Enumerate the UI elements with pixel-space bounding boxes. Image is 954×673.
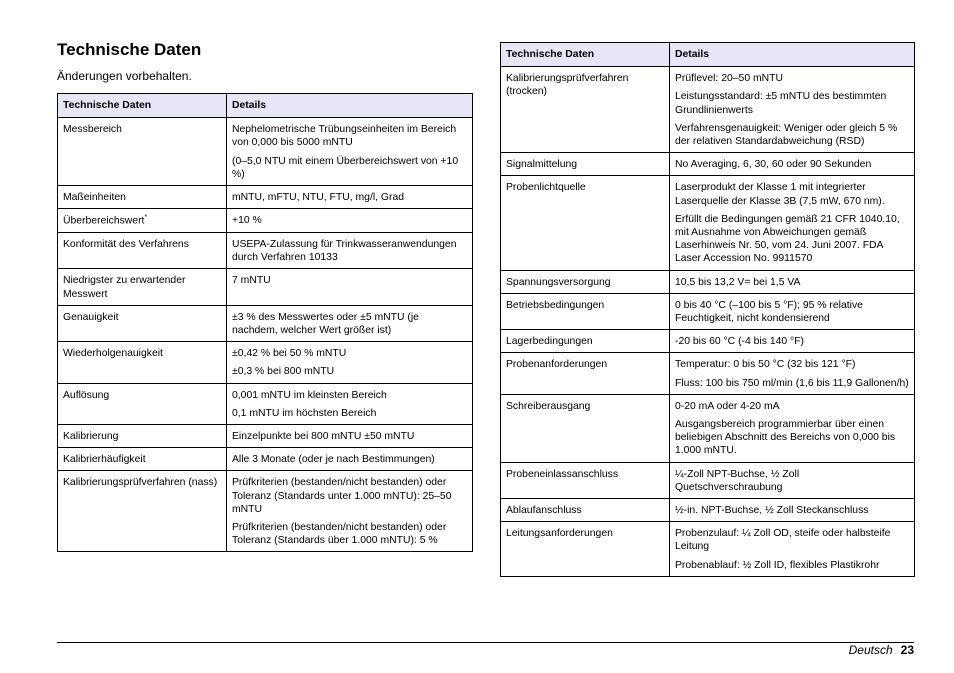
- spec-detail-text: USEPA-Zulassung für Trinkwasseranwendungen durch Verfahren 10133: [232, 238, 457, 264]
- spec-details-cell: [227, 186, 473, 209]
- table-row: [58, 186, 473, 209]
- spec-detail-text: Erfüllt die Bedingungen gemäß 21 CFR 1040.10, mit Ausnahme von Abweichungen gemäß Laserhinweis Nr. 50, vom 24. Juni 2007. FDA Laser Accession No. 9911570: [675, 213, 900, 265]
- spec-label: Wiederholgenauigkeit: [63, 348, 163, 360]
- column-header-spec: Technische Daten: [58, 94, 227, 118]
- spec-label-cell: [501, 176, 670, 270]
- spec-label-cell: [501, 499, 670, 522]
- spec-detail-text: ±0,42 % bei 50 % mNTU: [232, 348, 347, 360]
- spec-label-cell: [58, 305, 227, 341]
- spec-details-cell: [670, 522, 915, 577]
- spec-detail-text: mNTU, mFTU, NTU, FTU, mg/l, Grad: [232, 192, 405, 204]
- column-header-spec: Technische Daten: [501, 43, 670, 67]
- spec-details-cell: [227, 118, 473, 186]
- table-row: [501, 394, 915, 462]
- table-row: [58, 118, 473, 186]
- spec-details-cell: [670, 462, 915, 498]
- spec-details-cell: [670, 67, 915, 153]
- spec-detail-text: (0–5,0 NTU mit einem Überbereichswert von +10 %): [232, 155, 459, 180]
- spec-label: Auflösung: [63, 389, 110, 401]
- spec-label: Kalibrierung: [63, 430, 119, 442]
- spec-label-cell: [58, 232, 227, 268]
- table-row: [58, 383, 473, 424]
- page-number: 23: [900, 643, 914, 657]
- spec-label-cell: [501, 462, 670, 498]
- table-row: [501, 353, 915, 394]
- spec-detail-text: 0,001 mNTU im kleinsten Bereich: [232, 389, 387, 401]
- spec-details-cell: [227, 209, 473, 233]
- table-row: [501, 67, 915, 153]
- spec-detail-text: No Averaging, 6, 30, 60 oder 90 Sekunden: [675, 159, 872, 171]
- table-row: [501, 522, 915, 577]
- spec-detail-text: Fluss: 100 bis 750 ml/min (1,6 bis 11,9 Gallonen/h): [675, 377, 909, 389]
- spec-label-cell: [58, 342, 227, 383]
- spec-detail-text: ½-in. NPT-Buchse, ½ Zoll Steckanschluss: [675, 505, 869, 517]
- spec-label: Spannungsversorgung: [506, 276, 611, 288]
- spec-detail-text: ±0,3 % bei 800 mNTU: [232, 366, 335, 378]
- spec-detail-text: -20 bis 60 °C (-4 bis 140 °F): [675, 336, 805, 348]
- table-row: [58, 269, 473, 305]
- spec-label: Konformität des Verfahrens: [63, 238, 189, 250]
- table-row: [58, 448, 473, 471]
- spec-details-cell: [227, 269, 473, 305]
- spec-details-cell: [670, 499, 915, 522]
- spec-details-cell: [227, 232, 473, 268]
- page-title: Technische Daten: [57, 40, 202, 59]
- spec-label: Niedrigster zu erwartender Messwert: [63, 275, 186, 300]
- spec-label-cell: [501, 293, 670, 329]
- spec-label-cell: [58, 269, 227, 305]
- spec-detail-text: Temperatur: 0 bis 50 °C (32 bis 121 °F): [675, 359, 856, 371]
- table-row: [501, 293, 915, 329]
- spec-detail-text: Laserprodukt der Klasse 1 mit integrierter Laserquelle der Klasse 3B (7,5 mW, 670 nm).: [675, 182, 885, 207]
- spec-detail-text: Einzelpunkte bei 800 mNTU ±50 mNTU: [232, 430, 415, 442]
- spec-label-cell: [501, 270, 670, 293]
- spec-label: Überbereichswert: [63, 215, 145, 227]
- spec-label-cell: [501, 153, 670, 176]
- table-row: [501, 153, 915, 176]
- spec-label-cell: [501, 67, 670, 153]
- spec-label-cell: [58, 209, 227, 233]
- table-header-row: [58, 94, 473, 118]
- spec-label: Leitungsanforderungen: [506, 528, 613, 540]
- spec-label: Messbereich: [63, 124, 122, 136]
- spec-label-cell: [58, 118, 227, 186]
- spec-details-cell: [670, 330, 915, 353]
- spec-label-cell: [501, 522, 670, 577]
- spec-label: Betriebsbedingungen: [506, 299, 605, 311]
- spec-detail-text: Prüfkriterien (bestanden/nicht bestanden) oder Toleranz (Standards über 1.000 mNTU): 5 %: [232, 521, 447, 547]
- spec-detail-text: Alle 3 Monate (oder je nach Bestimmungen): [232, 454, 435, 466]
- spec-detail-text: Prüflevel: 20–50 mNTU: [675, 73, 783, 85]
- spec-details-cell: [227, 383, 473, 424]
- footer-divider: [57, 642, 914, 643]
- spec-detail-text: 10,5 bis 13,2 V= bei 1,5 VA: [675, 276, 801, 288]
- column-header-details: Details: [670, 43, 915, 67]
- spec-detail-text: +10 %: [232, 215, 262, 227]
- spec-detail-text: Leistungsstandard: ±5 mNTU des bestimmten Grundlinienwerts: [675, 91, 887, 116]
- table-row: [501, 270, 915, 293]
- table-row: [501, 330, 915, 353]
- spec-detail-text: Ausgangsbereich programmierbar über einen beliebigen Abschnitt des Bereichs von 0,000 bis 1.000 mNTU.: [675, 419, 896, 457]
- spec-label-cell: [58, 186, 227, 209]
- spec-detail-text: ¼-Zoll NPT-Buchse, ½ Zoll Quetschverschraubung: [675, 468, 800, 493]
- spec-detail-text: Nephelometrische Trübungseinheiten im Bereich von 0,000 bis 5000 mNTU: [232, 124, 457, 149]
- spec-details-cell: [670, 270, 915, 293]
- spec-details-cell: [227, 471, 473, 552]
- table-row: [501, 176, 915, 270]
- spec-label: Probenanforderungen: [506, 359, 608, 371]
- spec-details-cell: [227, 448, 473, 471]
- spec-table-left: [57, 93, 473, 552]
- column-header-details: Details: [227, 94, 473, 118]
- spec-label: Kalibrierhäufigkeit: [63, 454, 146, 466]
- spec-label: Kalibrierungsprüfverfahren (nass): [63, 477, 218, 489]
- table-header-row: [501, 43, 915, 67]
- page-footer: [849, 643, 914, 657]
- spec-label: Probeneinlassanschluss: [506, 468, 619, 480]
- footnote-marker: *: [144, 214, 148, 222]
- spec-label: Ablaufanschluss: [506, 505, 582, 517]
- spec-details-cell: [670, 176, 915, 270]
- spec-label: Lagerbedingungen: [506, 336, 593, 348]
- table-row: [58, 305, 473, 341]
- spec-label-cell: [501, 353, 670, 394]
- footer-language: Deutsch: [848, 643, 893, 657]
- spec-details-cell: [227, 305, 473, 341]
- spec-label: Schreiberausgang: [506, 400, 591, 412]
- spec-label-cell: [501, 394, 670, 462]
- spec-label: Probenlichtquelle: [506, 182, 586, 194]
- spec-label-cell: [501, 330, 670, 353]
- spec-detail-text: Verfahrensgenauigkeit: Weniger oder gleich 5 % der relativen Standardabweichung (RSD): [675, 122, 898, 148]
- spec-detail-text: Prüfkriterien (bestanden/nicht bestanden) oder Toleranz (Standards unter 1.000 mNTU): 25–50 mNTU: [232, 477, 452, 515]
- spec-details-cell: [227, 424, 473, 447]
- spec-detail-text: 0,1 mNTU im höchsten Bereich: [232, 407, 377, 419]
- spec-details-cell: [670, 293, 915, 329]
- table-row: [58, 471, 473, 552]
- spec-label-cell: [58, 383, 227, 424]
- spec-detail-text: Probenablauf: ½ Zoll ID, flexibles Plastikrohr: [675, 559, 880, 571]
- spec-details-cell: [670, 394, 915, 462]
- spec-details-cell: [227, 342, 473, 383]
- spec-label-cell: [58, 448, 227, 471]
- spec-label-cell: [58, 471, 227, 552]
- spec-label-cell: [58, 424, 227, 447]
- spec-detail-text: 0 bis 40 °C (–100 bis 5 °F); 95 % relative Feuchtigkeit, nicht kondensierend: [675, 299, 863, 325]
- spec-details-cell: [670, 353, 915, 394]
- spec-label: Signalmittelung: [506, 159, 578, 171]
- table-row: [58, 424, 473, 447]
- table-row: [501, 462, 915, 498]
- table-row: [501, 499, 915, 522]
- table-row: [58, 232, 473, 268]
- spec-detail-text: 7 mNTU: [232, 275, 271, 287]
- spec-detail-text: Probenzulauf: ¼ Zoll OD, steife oder halbsteife Leitung: [675, 528, 891, 553]
- table-row: [58, 342, 473, 383]
- spec-table-right: [500, 42, 915, 577]
- spec-detail-text: ±3 % des Messwertes oder ±5 mNTU (je nachdem, welcher Wert größer ist): [232, 311, 419, 336]
- spec-label: Maßeinheiten: [63, 192, 126, 204]
- page-subtitle: Änderungen vorbehalten.: [57, 69, 192, 83]
- spec-details-cell: [670, 153, 915, 176]
- spec-label: Genauigkeit: [63, 311, 119, 323]
- spec-label: Kalibrierungsprüfverfahren (trocken): [506, 73, 629, 98]
- table-row: [58, 209, 473, 233]
- spec-detail-text: 0-20 mA oder 4-20 mA: [675, 400, 780, 412]
